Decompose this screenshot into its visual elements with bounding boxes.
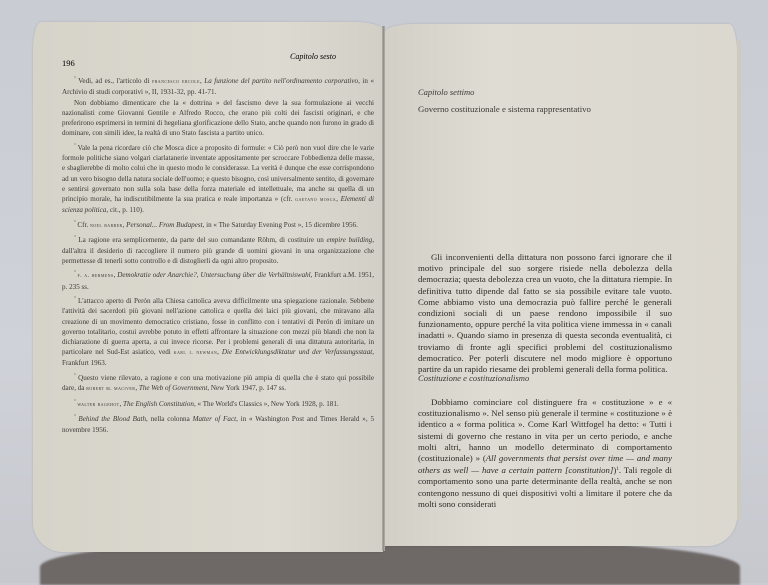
page-number: 196 bbox=[62, 58, 75, 68]
section-title: Costituzione e costituzionalismo bbox=[418, 373, 530, 383]
page-edge bbox=[737, 40, 741, 520]
footnotes bbox=[62, 75, 374, 438]
running-head: Capitolo sesto bbox=[290, 52, 337, 61]
footnote: ″ f. a. hermens, Demokratie oder Anarchie?, Untersuchung über die Verhältniswahl, Frankfurt a.M. 1951, p. 235 ss. bbox=[62, 271, 374, 291]
footnote: ″ Cfr. noel barber, Personal... From Budapest, in « The Saturday Evening Post », 15 dicembre 1956. bbox=[74, 220, 358, 229]
section-paragraph: Dobbiamo cominciare col distinguere fra « costituzione » e « costituzionalismo ». Nel senso più generale il termine « costituzione » è identico a « forma politica ». Come Karl Wittfogel ha detto: « Tutti i sistemi di governo che restano in vita per un certo periodo, e anche molti altri, hanno un modello determinato di comportamento (costituzionale) » (All governments that persist over time — and many others as well — have a certain pattern [constitution])$^1$. Tali regole di comportamento sono una parte determinante della realtà, anche se non contengono nessuno di quei dispositivi volti a limitare il potere che da molti sono considerati bbox=[418, 397, 672, 509]
section-text bbox=[418, 397, 672, 510]
book-gutter bbox=[382, 26, 385, 551]
footnote: ″ Vale la pena ricordare ciò che Mosca dice a proposito di formule: « Ciò però non vuol dire che le varie formole politiche siano volgari ciarlatanerie inventate appositamente per scroccare l'obbedienza delle masse, e sbaglierebbe di molto colui che in questo modo le considerasse. La verità è dunque che esse corrispondono ad un vero bisogno della natura sociale dell'uomo; e questo bisogno, così universalmente sentito, di governare e sentirsi governato non sulla sola base della forza materiale ed intellettuale, ma anche su quella di un principio morale, ha indiscutibilmente la sua pratica e reale importanza » (cfr. gaetano mosca, Elementi di scienza politica, cit., p. 110). bbox=[62, 144, 374, 215]
intro-text bbox=[418, 252, 672, 375]
footnote: ″ La ragione era semplicemente, da parte del suo comandante Röhm, di costituire un empire building, dall'altra il desiderio di raccogliere il numero più grande di uomini giovani in una organizzazione che permettesse di tenerli sotto controllo e di distoglierli da ogni altro proposito. bbox=[62, 236, 375, 265]
footnote: Non dobbiamo dimenticare che la « dottrina » del fascismo deve la sua formulazione ai vecchi nazionalisti come Giovanni Gentile e Alfredo Rocco, che erano più colti dei fascisti originari, e che preferirono esprimersi in termini di hegeliana glorificazione dello Stato, anche quando non furono in grado di dominare, con simili idee, la realtà di uno Stato fascista a partito unico. bbox=[62, 98, 374, 138]
footnote: ″ Vedi, ad es., l'articolo di francesco ercole, La funzione del partito nell'ordinamento corporativo, in « Archivio di studi corporativi », II, 1931-32, pp. 41-71. bbox=[62, 77, 374, 97]
footnote: ″ Behind the Blood Bath, nella colonna Matter of Fact, in « Washington Post and Times Herald », 5 novembre 1956. bbox=[62, 415, 374, 434]
footnote: ″ Questo viene rilevato, a ragione e con una motivazione più ampia di quella che è stato qui possibile dare, da robert m. maciver, The Web of Government, New York 1947, p. 147 ss. bbox=[62, 374, 374, 393]
chapter-title: Governo costituzionale e sistema rappresentativo bbox=[418, 104, 591, 114]
intro-paragraph: Gli inconvenienti della dittatura non possono farci ignorare che il motivo principale del suo sorgere risiede nella debolezza della democrazia; questa debolezza crea un vuoto, che la dittatura riempie. In definitiva tutto dipende dal fatto se sia possibile evitare tale vuoto. Come abbiamo visto una democrazia può fallire perché le generali condizioni sociali di un paese rendono impossibile il suo funzionamento, oppure perché la vita politica viene immessa in « canali inadatti ». Quando siamo in presenza di questa seconda eventualità, ci troviamo di fronte agli specifici problemi del costituzionalismo democratico. Per poterli discutere nel modo migliore è opportuno partire da un rapido riesame dei problemi generali della forma politica. bbox=[418, 252, 672, 375]
chapter-label: Capitolo settimo bbox=[418, 87, 475, 97]
footnote: ″ walter bagehot, The English Constitution, « The World's Classics », New York 1928, p. 181. bbox=[74, 399, 339, 408]
footnote: ″ L'attacco aperto di Perón alla Chiesa cattolica aveva difficilmente una spiegazione razionale. Sebbene l'attività dei sacerdoti più giovani nell'azione cattolica e quella dei laici più giovani, che miravano alla creazione di un movimento democratico cristiano, fosse in conflitto con i tentativi di Perón di imitare un governo totalitario, costui avrebbe potuto in effetti affrontare la situazione con mezzi più blandi che non la dichiarazione di guerra aperta, a cui invece ricorse. Per i problemi generali di una dittatura autoritaria, in particolare nel Sud-Est asiatico, vedi karl j. newman, Die Entwicklungsdiktatur und der Verfassungsstaat, Frankfurt 1963. bbox=[62, 297, 375, 368]
